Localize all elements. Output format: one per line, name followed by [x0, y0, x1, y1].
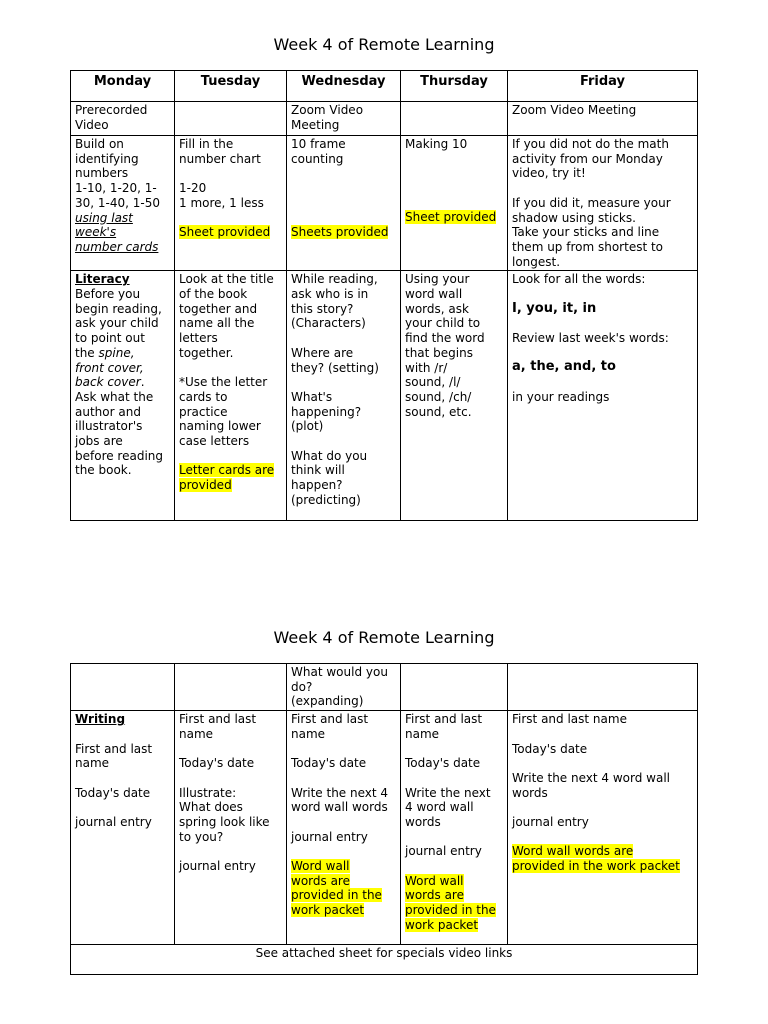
meeting-monday: Prerecorded Video — [71, 102, 175, 136]
sheets-provided-highlight: Sheets provided — [291, 225, 389, 240]
writing-monday: Writing First and last name Today's date journal entry — [71, 711, 175, 945]
header-tuesday: Tuesday — [175, 71, 287, 102]
writing-heading: Writing — [75, 712, 126, 727]
math-monday: Build on identifying numbers 1-10, 1-20, 1- 30, 1-40, 1-50 using last week's number cards — [71, 136, 175, 271]
math-thursday: Making 10 Sheet provided — [401, 136, 508, 271]
writing-row — [71, 711, 698, 945]
meeting-friday: Zoom Video Meeting — [508, 102, 698, 136]
word-wall-highlight: Word wall words are provided in the work packet — [291, 859, 382, 918]
sight-words-review: a, the, and, to — [512, 359, 616, 375]
word-wall-highlight: Word wall words are provided in the work packet — [512, 844, 680, 874]
writing-tuesday: First and last name Today's date Illustrate: What does spring look like to you? journal entry — [175, 711, 287, 945]
sight-words-new: I, you, it, in — [512, 300, 597, 316]
math-wednesday: 10 frame counting Sheets provided — [287, 136, 401, 271]
footer-row — [71, 945, 698, 975]
writing-thursday: First and last name Today's date Write the next 4 word wall words journal entry Word wall words are provided in the work packet — [401, 711, 508, 945]
literacy-thursday: Using your word wall words, ask your child to find the word that begins with /r/ sound, /l/ sound, /ch/ sound, etc. — [401, 271, 508, 521]
header-row — [71, 71, 698, 102]
schedule-table — [70, 70, 698, 521]
page-title-2: Week 4 of Remote Learning — [273, 628, 495, 647]
literacy-heading: Literacy — [75, 272, 130, 287]
math-row — [71, 136, 698, 271]
literacy-tuesday: Look at the title of the book together and name all the letters together. *Use the letter cards to practice naming lower case letters Letter cards are provided — [175, 271, 287, 521]
meeting-thursday — [401, 102, 508, 136]
specials-note: See attached sheet for specials video links — [71, 945, 698, 975]
page-title: Week 4 of Remote Learning — [273, 35, 495, 54]
literacy-row — [71, 271, 698, 521]
math-tuesday: Fill in the number chart 1-20 1 more, 1 less Sheet provided — [175, 136, 287, 271]
header-thursday: Thursday — [401, 71, 508, 102]
literacy-friday: Look for all the words: I, you, it, in Review last week's words: a, the, and, to in your readings — [508, 271, 698, 521]
header-wednesday: Wednesday — [287, 71, 401, 102]
meeting-wednesday: Zoom Video Meeting — [287, 102, 401, 136]
header-friday: Friday — [508, 71, 698, 102]
schedule-table-2 — [70, 663, 698, 975]
word-wall-highlight: Word wall words are provided in the work packet — [405, 873, 496, 932]
header-monday: Monday — [71, 71, 175, 102]
sheet-provided-highlight: Sheet provided — [179, 225, 271, 240]
letter-cards-highlight: Letter cards are provided — [179, 463, 275, 493]
math-friday: If you did not do the math activity from our Monday video, try it! If you did it, measure your shadow using sticks. Take your sticks and line them up from shortest to longest. — [508, 136, 698, 271]
meeting-row — [71, 102, 698, 136]
sheet-provided-highlight: Sheet provided — [405, 210, 497, 225]
writing-wednesday: First and last name Today's date Write the next 4 word wall words journal entry Word wall words are provided in the work packet — [287, 711, 401, 945]
meeting-tuesday — [175, 102, 287, 136]
literacy-wednesday: While reading, ask who is in this story? (Characters) Where are they? (setting) What's happening? (plot) What do you think will happen? (predicting) — [287, 271, 401, 521]
expanding-row — [71, 664, 698, 711]
literacy-monday: Literacy Before you begin reading, ask your child to point out the spine, front cover, back cover. Ask what the author and illustrator's jobs are before reading the book. — [71, 271, 175, 521]
expanding-wednesday: What would you do? (expanding) — [287, 664, 401, 711]
writing-friday: First and last name Today's date Write the next 4 word wall words journal entry Word wall words are provided in the work packet — [508, 711, 698, 945]
